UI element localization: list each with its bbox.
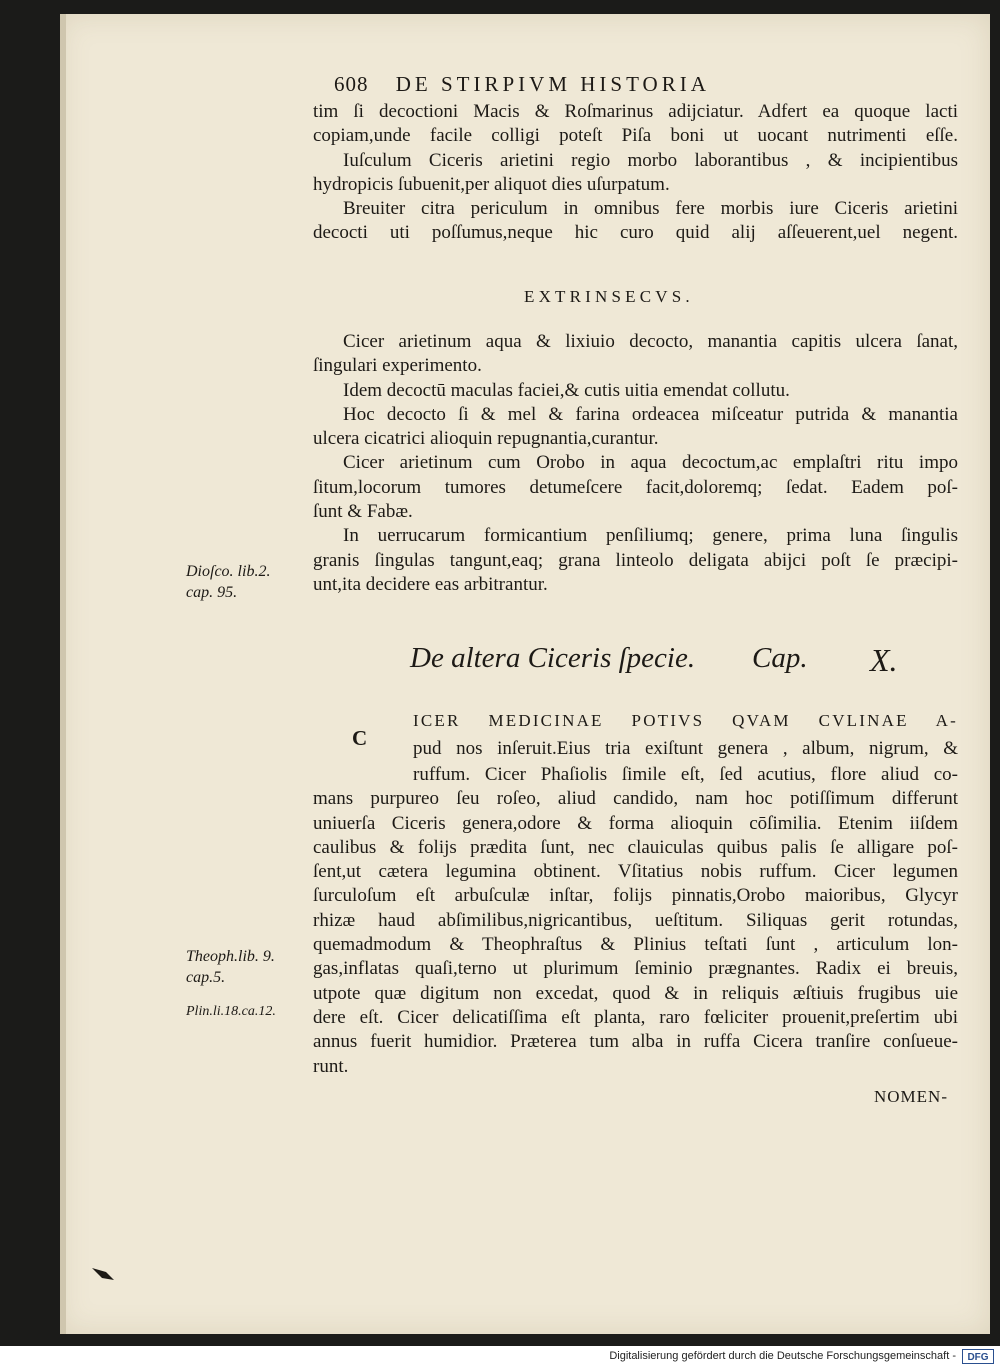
margin-note-line: cap.5. — [186, 969, 226, 986]
margin-note-dioscorides — [186, 561, 270, 603]
text-line: runt. — [313, 1055, 349, 1077]
page-gutter-edge — [60, 14, 66, 1334]
chapter-cap-label: Cap. — [752, 642, 808, 674]
text-line: rhizæ haud abſimilibus,nigricantibus, ueſtitum. Siliquas gerit rotundas, — [313, 909, 958, 931]
text-line: mans purpureo ſeu roſeo, aliud candido, nam hoc potiſſimum differunt — [313, 788, 958, 810]
text-line: annus fuerit humidior. Præterea tum alba in ruffa Cicera tranſire conſueue- — [313, 1031, 958, 1053]
text-line: gas,inflatas quaſi,terno ut plurimum ſeminio prægnantes. Radix ei breuis, — [313, 958, 958, 980]
margin-note-line: Theoph.lib. 9. — [186, 948, 275, 965]
text-line: granis ſingulas tangunt,eaq; grana linteolo deligata abijci poſt ſe præcipi- — [313, 549, 958, 571]
text-line: Cicer arietinum aqua & lixiuio decocto, manantia capitis ulcera ſanat, — [343, 331, 958, 352]
text-line: ſent,ut cætera legumina obtinent. Vſitatius nobis ruffum. Cicer legumen — [313, 861, 958, 883]
text-line: tim ſi decoctioni Macis & Roſmarinus adijciatur. Adfert ea quoque lacti — [313, 101, 958, 122]
text-line: unt,ita decidere eas arbitrantur. — [313, 573, 548, 595]
text-line: In uerrucarum formicantium penſiliumq; genere, prima luna ſingulis — [343, 525, 958, 547]
text-line: hydropicis ſubuenit,per aliquot dies uſurpatum. — [313, 173, 670, 195]
catchword: NOMEN- — [874, 1087, 948, 1106]
text-line: Hoc decocto ſi & mel & farina ordeacea miſceatur putrida & manantia — [343, 403, 958, 425]
margin-note-line: cap. 95. — [186, 584, 238, 601]
text-line: Breuiter citra periculum in omnibus fere morbis iure Ciceris arietini — [343, 198, 958, 220]
text-line: dere eſt. Cicer delicatiſſima eſt planta, raro fœliciter prouenit,preſertim ubi — [313, 1006, 958, 1028]
ink-mark-decoration — [92, 1266, 114, 1280]
dfg-logo-icon: DFG — [962, 1349, 994, 1364]
text-line: ulcera cicatrici alioquin repugnantia,curantur. — [313, 428, 659, 450]
text-line: ſurculoſum eſt arbuſculæ inſtar, folijs pinnatis,Orobo maioribus, Glycyr — [313, 885, 958, 907]
text-block-chapter — [313, 763, 958, 1079]
chapter-number: X. — [870, 642, 898, 678]
text-line: copiam,unde facile colligi poteſt Piſa boni ut uocant nutrimenti eſſe. — [313, 125, 958, 147]
running-title: DE STIRPIVM HISTORIA — [395, 72, 710, 96]
chapter-title: De altera Ciceris ſpecie. — [410, 642, 696, 674]
text-line: Idem decoctū maculas faciei,& cutis uitia emendat collutu. — [343, 379, 790, 401]
text-line: ruffum. Cicer Phaſiolis ſimile eſt, ſed acutius, flore aliud co- — [413, 764, 958, 785]
footer-credit: Digitalisierung gefördert durch die Deutsche Forschungsgemeinschaft - — [609, 1350, 956, 1362]
text-line: Iuſculum Ciceris arietini regio morbo laborantibus , & incipientibus — [343, 149, 958, 171]
chapter-first-line: ICER MEDICINAE POTIVS QVAM CVLINAE A- — [413, 711, 958, 730]
running-head — [334, 72, 894, 97]
text-line: ſunt & Fabæ. — [313, 501, 413, 523]
text-block-intus — [313, 100, 958, 246]
text-line: quemadmodum & Theophraſtus & Plinius teſtati ſunt , articulum lon- — [313, 934, 958, 956]
text-line: ſingulari experimento. — [313, 355, 482, 377]
text-line: uniuerſa Ciceris genera,odore & forma alioquin cōſimilia. Etenim iiſdem — [313, 812, 958, 834]
text-line: caulibus & folijs prædita ſunt, nec clauiculas quibus palis ſe alligare poſ- — [313, 836, 958, 858]
margin-note-line: Dioſco. lib.2. — [186, 563, 271, 580]
text-line: decocti uti poſſumus,neque hic curo quid alij aſſeuerent,uel negent. — [313, 222, 958, 244]
text-line: Cicer arietinum cum Orobo in aqua decoctum,ac emplaſtri ritu impo — [343, 452, 958, 474]
page-number: 608 — [334, 72, 369, 96]
chapter-second-line: pud nos inſeruit.Eius tria exiſtunt genera , album, nigrum, & — [413, 738, 958, 759]
section-heading-extrinsecus: EXTRINSECVS. — [524, 287, 694, 306]
margin-note-theophrastus — [186, 946, 275, 988]
text-line: ſitum,locorum tumores detumeſcere facit,doloremq; ſedat. Eadem poſ- — [313, 476, 958, 498]
footer-bar — [0, 1346, 1000, 1368]
margin-note-pliny: Plin.li.18.ca.12. — [186, 1004, 276, 1019]
chapter-heading — [410, 642, 898, 678]
text-line: utpote quæ digitum non excedat, quod & in reliquis æſtiuis frugibus uie — [313, 982, 958, 1004]
drop-capital: C — [352, 726, 368, 750]
text-block-extrinsecus — [313, 330, 958, 597]
